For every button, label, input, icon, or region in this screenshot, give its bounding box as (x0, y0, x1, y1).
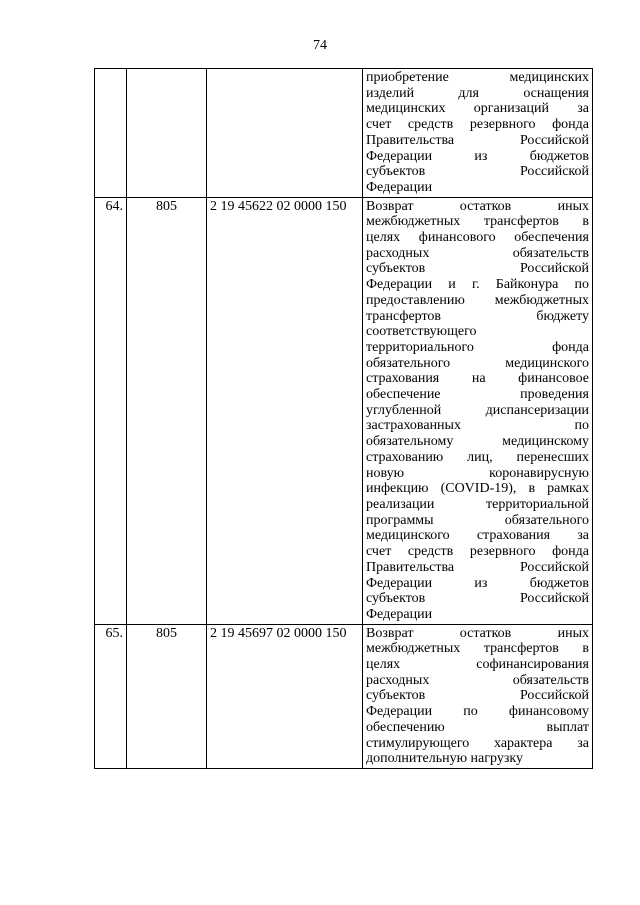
description-line: страхованию лиц, перенесших (366, 449, 589, 465)
description-line: трансфертов бюджету (366, 308, 589, 324)
description-line: Федерации и г. Байконура по (366, 277, 589, 293)
description-line: обязательному медицинскому (366, 434, 589, 450)
description-line: обеспечение проведения (366, 387, 589, 403)
description-line: субъектов Российской (366, 164, 589, 180)
revenue-description (363, 624, 593, 768)
description-line: субъектов Российской (366, 261, 589, 277)
description-line: программы обязательного (366, 512, 589, 528)
description-line: межбюджетных трансфертов в (366, 214, 589, 230)
description-line: Федерации из бюджетов (366, 575, 589, 591)
administrator-code: 805 (127, 624, 207, 768)
description-line: Возврат остатков иных (366, 198, 589, 214)
description-line: застрахованных по (366, 418, 589, 434)
table-row (95, 197, 593, 624)
description-line: соответствующего (366, 324, 477, 340)
revenue-description (363, 69, 593, 198)
description-line: новую коронавирусную (366, 465, 589, 481)
revenue-code (207, 69, 363, 198)
table-body (95, 69, 593, 769)
row-number: 64. (95, 197, 127, 624)
description-line: целях финансового обеспечения (366, 230, 589, 246)
description-line: территориального фонда (366, 339, 589, 355)
description-line: расходных обязательств (366, 245, 589, 261)
revenue-description (363, 197, 593, 624)
row-number: 65. (95, 624, 127, 768)
description-line: дополнительную нагрузку (366, 751, 523, 767)
administrator-code: 805 (127, 197, 207, 624)
description-line: Правительства Российской (366, 132, 589, 148)
description-line: Федерации из бюджетов (366, 148, 589, 164)
description-line: субъектов Российской (366, 591, 589, 607)
description-line: расходных обязательств (366, 672, 589, 688)
page-number: 74 (313, 38, 327, 53)
budget-codes-table (94, 68, 593, 769)
description-line: медицинских организаций за (366, 101, 589, 117)
revenue-code: 2 19 45622 02 0000 150 (207, 197, 363, 624)
description-line: страхования на финансовое (366, 371, 589, 387)
description-line: изделий для оснащения (366, 85, 589, 101)
description-line: приобретение медицинских (366, 70, 589, 85)
description-line: Федерации по финансовому (366, 704, 589, 720)
description-line: счет средств резервного фонда (366, 544, 589, 560)
row-number (95, 69, 127, 198)
table-row (95, 624, 593, 768)
revenue-code: 2 19 45697 02 0000 150 (207, 624, 363, 768)
description-line: медицинского страхования за (366, 528, 589, 544)
description-line: Федерации (366, 606, 433, 622)
description-line: межбюджетных трансфертов в (366, 641, 589, 657)
description-line: Правительства Российской (366, 559, 589, 575)
description-line: Федерации (366, 179, 433, 195)
description-line: предоставлению межбюджетных (366, 292, 589, 308)
description-line: реализации территориальной (366, 496, 589, 512)
description-line: стимулирующего характера за (366, 735, 589, 751)
description-line: счет средств резервного фонда (366, 117, 589, 133)
administrator-code (127, 69, 207, 198)
description-line: целях софинансирования (366, 657, 589, 673)
table-row (95, 69, 593, 198)
description-line: субъектов Российской (366, 688, 589, 704)
description-line: углубленной диспансеризации (366, 402, 589, 418)
description-line: обязательного медицинского (366, 355, 589, 371)
description-line: обеспечению выплат (366, 719, 589, 735)
description-line: Возврат остатков иных (366, 625, 589, 641)
description-line: инфекцию (COVID-19), в рамках (366, 481, 589, 497)
